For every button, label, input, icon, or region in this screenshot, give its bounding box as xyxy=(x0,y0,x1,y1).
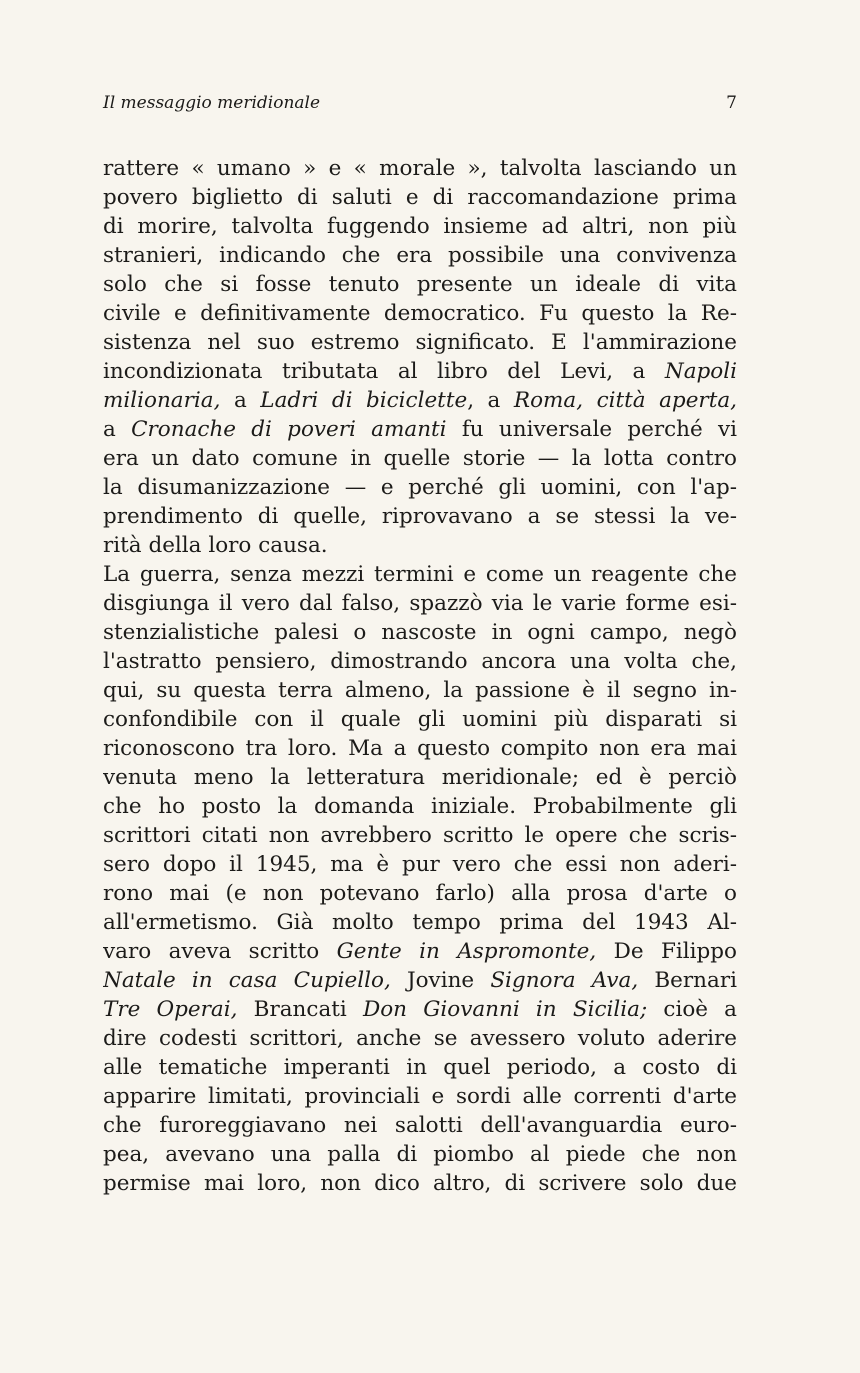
text-segment: rità della loro causa. xyxy=(103,533,328,558)
text-line xyxy=(103,821,737,850)
text-segment: scrittori citati non avrebbero scritto le opere che scris- xyxy=(103,823,737,848)
text-segment: a xyxy=(103,417,132,442)
text-line xyxy=(103,560,737,589)
text-segment: che ho posto la domanda iniziale. Probabilmente gli xyxy=(103,794,737,819)
running-title: Il messaggio meridionale xyxy=(103,93,321,113)
text-line xyxy=(103,357,737,386)
page-number: 7 xyxy=(726,93,737,113)
text-line xyxy=(103,763,737,792)
text-segment: che furoreggiavano nei salotti dell'avanguardia euro- xyxy=(103,1113,737,1138)
text-line xyxy=(103,850,737,879)
text-segment: rono mai (e non potevano farlo) alla prosa d'arte o xyxy=(103,881,737,906)
text-line xyxy=(103,705,737,734)
text-segment: disgiunga il vero dal falso, spazzò via le varie forme esi- xyxy=(103,591,737,616)
italic-title: Signora Ava, xyxy=(490,968,639,993)
text-line xyxy=(103,618,737,647)
text-segment: varo aveva scritto xyxy=(103,939,337,964)
text-segment: sero dopo il 1945, ma è pur vero che essi non aderi- xyxy=(103,852,737,877)
text-segment: incondizionata tributata al libro del Levi, a xyxy=(103,359,665,384)
text-line xyxy=(103,879,737,908)
italic-title: Gente in Aspromonte, xyxy=(336,939,597,964)
text-segment: stranieri, indicando che era possibile una convivenza xyxy=(103,243,737,268)
text-segment: fu universale perché vi xyxy=(446,417,737,442)
italic-title: Ladri di biciclette xyxy=(260,388,468,413)
text-line xyxy=(103,792,737,821)
text-line xyxy=(103,1140,737,1169)
text-segment: permise mai loro, non dico altro, di scrivere solo due xyxy=(103,1171,737,1196)
text-segment: confondibile con il quale gli uomini più disparati si xyxy=(103,707,737,732)
text-line xyxy=(103,1053,737,1082)
text-line xyxy=(103,183,737,212)
text-line xyxy=(103,328,737,357)
text-line xyxy=(103,1111,737,1140)
text-line xyxy=(103,966,737,995)
text-line xyxy=(103,531,737,560)
text-segment: riconoscono tra loro. Ma a questo compito non era mai xyxy=(103,736,737,761)
text-segment: di morire, talvolta fuggendo insieme ad altri, non più xyxy=(103,214,737,239)
italic-title: Roma, città aperta, xyxy=(513,388,737,413)
text-segment: apparire limitati, provinciali e sordi alle correnti d'arte xyxy=(103,1084,737,1109)
italic-title: Natale in casa Cupiello, xyxy=(103,968,391,993)
text-line xyxy=(103,995,737,1024)
italic-title: Cronache di poveri amanti xyxy=(131,417,447,442)
text-segment: alle tematiche imperanti in quel periodo, a costo di xyxy=(103,1055,737,1080)
text-segment: rattere « umano » e « morale », talvolta lasciando un xyxy=(103,156,737,181)
text-line xyxy=(103,647,737,676)
text-line xyxy=(103,212,737,241)
text-segment: civile e definitivamente democratico. Fu questo la Re- xyxy=(103,301,737,326)
text-line xyxy=(103,299,737,328)
italic-title: milionaria, xyxy=(103,388,221,413)
text-segment: cioè a xyxy=(647,997,737,1022)
text-line xyxy=(103,937,737,966)
text-segment: De Filippo xyxy=(596,939,737,964)
text-line xyxy=(103,502,737,531)
text-segment: prendimento di quelle, riprovavano a se stessi la ve- xyxy=(103,504,737,529)
text-line xyxy=(103,1082,737,1111)
text-segment: l'astratto pensiero, dimostrando ancora una volta che, xyxy=(103,649,737,674)
text-line xyxy=(103,589,737,618)
text-segment: la disumanizzazione — e perché gli uomini, con l'ap- xyxy=(103,475,737,500)
text-segment: La guerra, senza mezzi termini e come un reagente che xyxy=(103,562,737,587)
text-segment: , a xyxy=(467,388,514,413)
italic-title: Tre Operai, xyxy=(103,997,238,1022)
text-segment: all'ermetismo. Già molto tempo prima del 1943 Al- xyxy=(103,910,737,935)
body-text xyxy=(103,154,737,1198)
text-segment: sistenza nel suo estremo significato. E l'ammirazione xyxy=(103,330,737,355)
text-segment: solo che si fosse tenuto presente un ideale di vita xyxy=(103,272,737,297)
text-segment: povero biglietto di saluti e di raccomandazione prima xyxy=(103,185,737,210)
text-line xyxy=(103,734,737,763)
text-line xyxy=(103,154,737,183)
text-segment: stenzialistiche palesi o nascoste in ogni campo, negò xyxy=(103,620,737,645)
text-line xyxy=(103,908,737,937)
text-segment: qui, su questa terra almeno, la passione è il segno in- xyxy=(103,678,737,703)
text-segment: era un dato comune in quelle storie — la lotta contro xyxy=(103,446,737,471)
text-line xyxy=(103,444,737,473)
text-line xyxy=(103,415,737,444)
text-segment: venuta meno la letteratura meridionale; ed è perciò xyxy=(103,765,737,790)
text-segment: Bernari xyxy=(638,968,737,993)
text-line xyxy=(103,241,737,270)
text-segment: Brancati xyxy=(237,997,363,1022)
text-line xyxy=(103,473,737,502)
running-header xyxy=(103,93,737,117)
text-line xyxy=(103,676,737,705)
text-line xyxy=(103,1169,737,1198)
text-line xyxy=(103,386,737,415)
text-segment: a xyxy=(220,388,261,413)
italic-title: Don Giovanni in Sicilia; xyxy=(362,997,648,1022)
text-line xyxy=(103,270,737,299)
italic-title: Napoli xyxy=(664,359,737,384)
text-segment: pea, avevano una palla di piombo al piede che non xyxy=(103,1142,737,1167)
text-segment: Jovine xyxy=(390,968,491,993)
text-line xyxy=(103,1024,737,1053)
text-segment: dire codesti scrittori, anche se avessero voluto aderire xyxy=(103,1026,737,1051)
